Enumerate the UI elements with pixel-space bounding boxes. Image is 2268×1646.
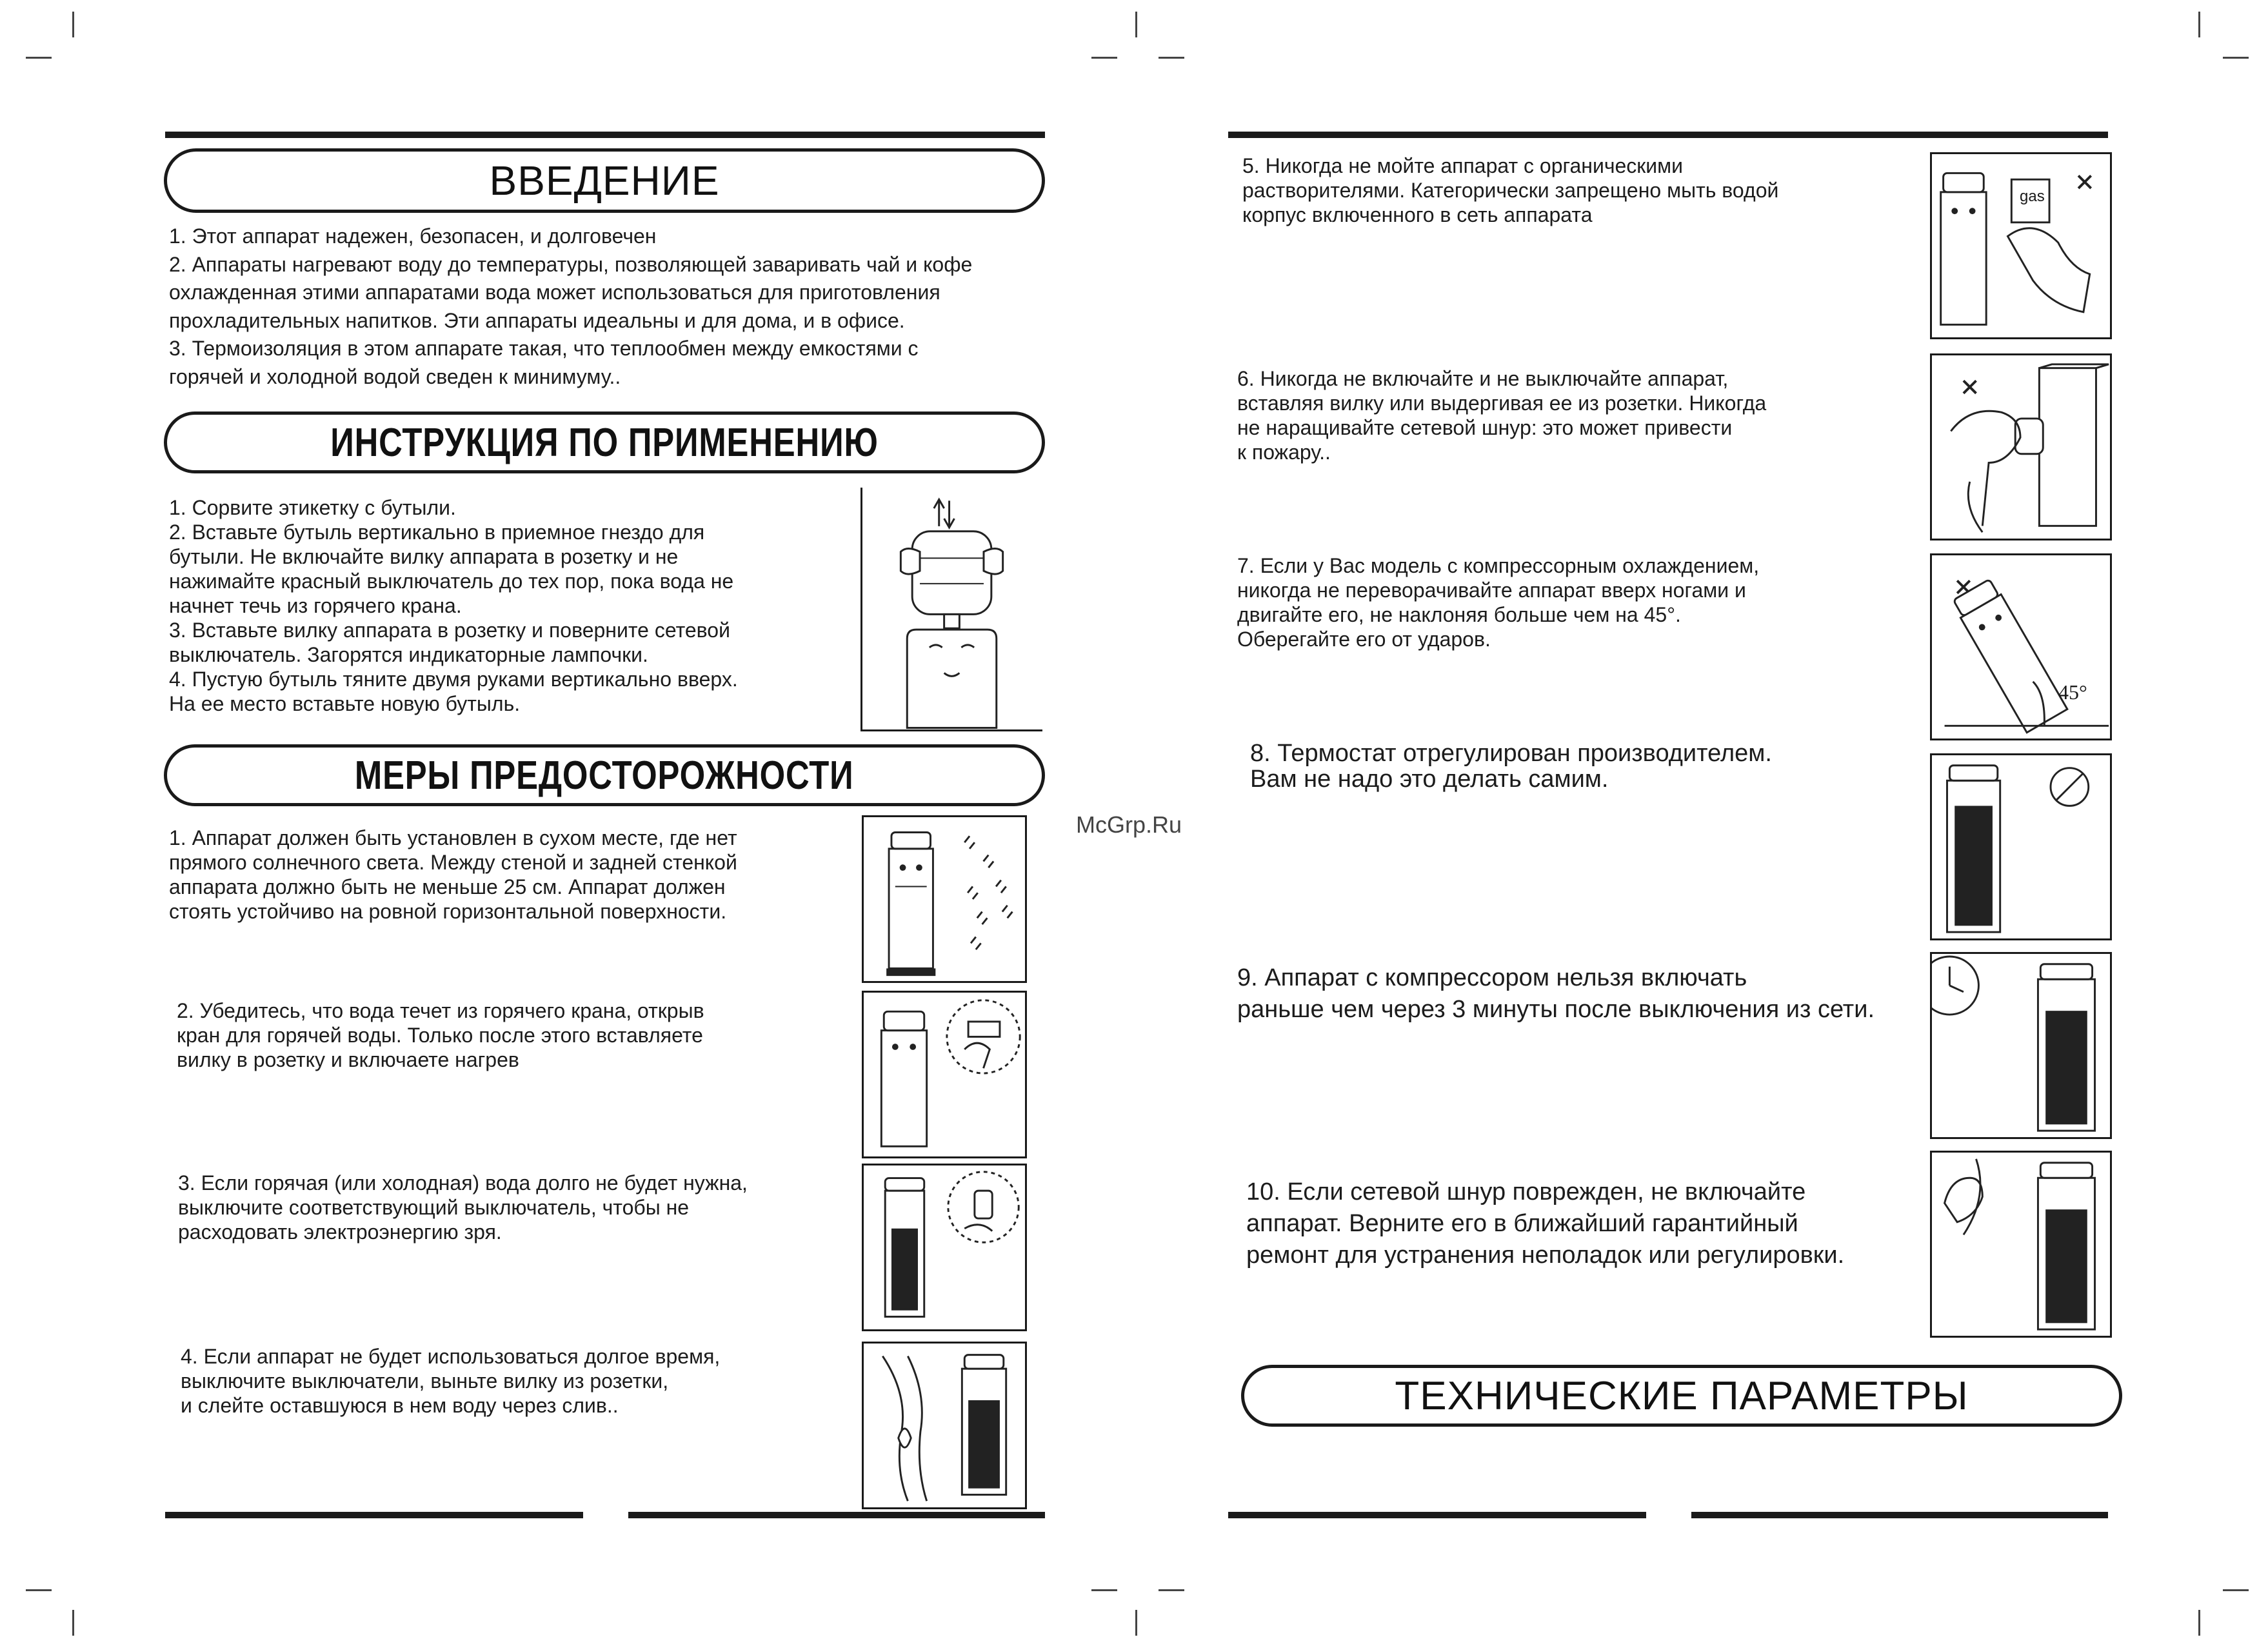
precaution-4-text: 4. Если аппарат не будет использоваться долгое время, выключите выключатели, выньте вилку из розетки, и слейте оставшуюся в нем воду через слив.. [181,1345,721,1417]
bottom-rule-left [628,1512,1045,1518]
intro-text: 1. Этот аппарат надежен, безопасен, и долговечен 2. Аппараты нагревают воду до температуры, позволяющей заваривать чай и кофе охлажденная этими аппаратами вода может использоваться для приготовления прохладительных напитков. Эти аппараты идеальны и для дома, и в офисе. 3. Термоизоляция в этом аппарате такая, что теплообмен между емкостями с горячей и холодной водой сведен к минимуму.. [169,224,973,388]
bottom-rule-right [1691,1512,2108,1518]
bottom-rule-right [1228,1512,1646,1518]
section-heading-precautions [164,744,1045,806]
precaution-9-text: 9. Аппарат с компрессором нельзя включать раньше чем через 3 минуты после выключения из сети. [1237,964,1875,1023]
crop-mark [1091,1589,1117,1591]
crop-mark [26,1589,52,1591]
bottle-install-illustration [860,488,1042,731]
crop-mark [1135,1610,1137,1636]
precaution-3-text: 3. Если горячая (или холодная) вода долго не будет нужна, выключите соответствующий выключатель, чтобы не расходовать электроэнергию зря. [178,1171,748,1244]
crop-mark [2223,57,2249,59]
instructions-heading-text: ИНСТРУКЦИЯ ПО ПРИМЕНЕНИЮ [330,420,879,465]
crop-mark [2223,1589,2249,1591]
section-heading-tech [1241,1365,2122,1427]
precautions-heading-text: МЕРЫ ПРЕДОСТОРОЖНОСТИ [355,753,854,798]
precaution-8-illustration [1930,753,2112,940]
crop-mark [26,57,52,59]
crop-mark [2198,1610,2200,1636]
top-rule [165,132,1045,138]
precaution-9-illustration [1930,952,2112,1139]
watermark: McGrp.Ru [1076,811,1182,838]
intro-heading-text: ВВЕДЕНИЕ [489,157,720,204]
precaution-1-illustration [862,815,1027,983]
crop-mark [1135,12,1137,37]
bottom-rule-left [165,1512,583,1518]
gas-label: gas [2020,188,2045,205]
instructions-text: 1. Сорвите этикетку с бутыли. 2. Вставьте бутыль вертикально в приемное гнездо для бутыли. Не включайте вилку аппарата в розетку и не нажимайте красный выключатель до тех пор, пока вода не начнет течь из горячего крана. 3. Вставьте вилку аппарата в розетку и поверните сетевой выключатель. Загорятся индикаторные лампочки. 4. Пустую бутыль тяните двумя руками вертикально вверх. На ее место вставьте новую бутыль. [169,496,738,715]
precaution-1-text: 1. Аппарат должен быть установлен в сухом месте, где нет прямого солнечного света. Между стеной и задней стенкой аппарата должно быть не меньше 25 см. Аппарат должен стоять устойчиво на ровной горизонтальной поверхности. [169,826,737,923]
top-rule [1228,132,2108,138]
angle-label: 45° [2058,680,2087,704]
precaution-2-illustration [862,991,1027,1158]
section-heading-instructions [164,411,1045,473]
section-heading-intro [164,148,1045,213]
precaution-3-illustration [862,1164,1027,1331]
precaution-8-text: 8. Термостат отрегулирован производителем. Вам не надо это делать самим. [1250,740,1772,793]
precaution-7-illustration [1930,553,2112,740]
crop-mark [1159,1589,1184,1591]
crop-mark [2198,12,2200,37]
precaution-2-text: 2. Убедитесь, что вода течет из горячего крана, открыв кран для горячей воды. Только после этого вставляете вилку в розетку и включаете нагрев [177,999,704,1071]
precaution-10-text: 10. Если сетевой шнур поврежден, не включайте аппарат. Верните его в ближайший гарантийный ремонт для устранения неполадок или регулировки. [1246,1178,1845,1269]
precaution-7-text: 7. Если у Вас модель с компрессорным охлаждением, никогда не переворачивайте аппарат вверх ногами и двигайте его, не наклоняя больше чем на 45°. Оберегайте его от ударов. [1237,554,1760,651]
precaution-5-text: 5. Никогда не мойте аппарат с органическими растворителями. Категорически запрещено мыть водой корпус включенного в сеть аппарата [1242,154,1779,226]
crop-mark [72,12,74,37]
precaution-4-illustration [862,1342,1027,1509]
precaution-6-text: 6. Никогда не включайте и не выключайте аппарат, вставляя вилку или выдергивая ее из розетки. Никогда не наращивайте сетевой шнур: это может привести к пожару.. [1237,367,1767,464]
precaution-5-illustration [1930,152,2112,339]
precaution-6-illustration [1930,353,2112,540]
crop-mark [72,1610,74,1636]
crop-mark [1159,57,1184,59]
crop-mark [1091,57,1117,59]
tech-heading-text: ТЕХНИЧЕСКИЕ ПАРАМЕТРЫ [1395,1373,1969,1418]
precaution-10-illustration [1930,1151,2112,1338]
